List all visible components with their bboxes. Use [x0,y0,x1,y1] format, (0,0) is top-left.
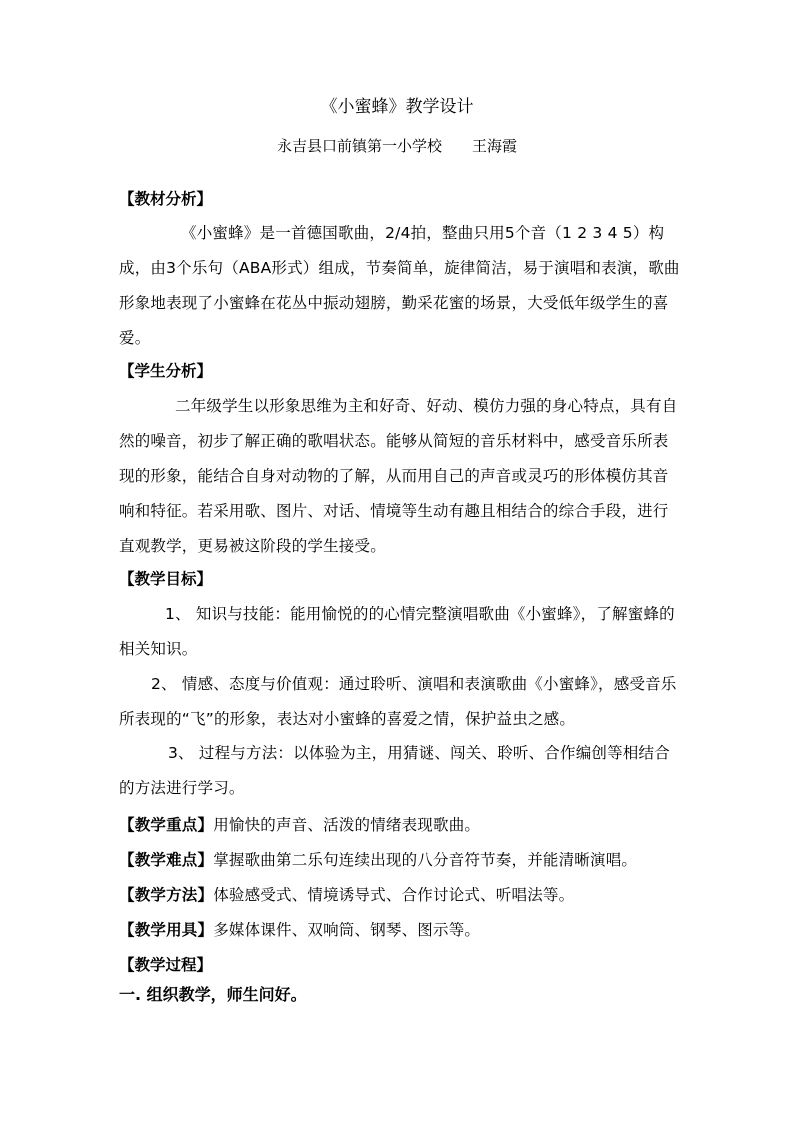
teaching-method-text: 体验感受式、情境诱导式、合作讨论式、听唱法等。 [213,886,575,904]
teaching-tools-heading: 【教学用具】 [119,921,214,939]
teaching-process-heading: 【教学过程】 [119,956,213,974]
teaching-difficulties [119,843,681,878]
teaching-key-points [119,808,681,843]
teaching-method-heading: 【教学方法】 [119,886,214,904]
author-line [0,135,794,157]
material-analysis-heading: 【教材分析】 [119,190,213,208]
teaching-tools [119,913,681,948]
school-name: 永吉县口前镇第一小学校 [276,137,442,155]
teaching-difficulty-text: 掌握歌曲第二乐句连续出现的八分音符节奏，并能清晰演唱。 [213,851,638,869]
teaching-key-heading: 【教学重点】 [119,816,214,834]
process-step-1: 一. 组织教学，师生问好。 [119,985,307,1004]
teaching-difficulty-heading: 【教学难点】 [119,851,214,869]
student-analysis-heading: 【学生分析】 [119,362,213,380]
goal-process-methods: 3、 过程与方法：以体验为主，用猜谜、闯关、聆听、合作编创等相结合的方法进行学习。 [119,744,670,797]
student-analysis-text: 二年级学生以形象思维为主和好奇、好动、模仿力强的身心特点，具有自然的噪音，初步了解正确的歌唱状态。能够从简短的音乐材料中，感受音乐所表现的形象，能结合自身对动物的了解，从而用自己的声音或灵巧的形体模仿其音响和特征。若采用歌、图片、对话、情境等生动有趣且相结合的综合手段，进行直观教学，更易被这阶段的学生接受。 [119,397,678,555]
author-name: 王海霞 [472,137,518,155]
teaching-methods [119,878,681,913]
teaching-tools-text: 多媒体课件、双响筒、钢琴、图示等。 [213,921,481,939]
teaching-goals-heading: 【教学目标】 [119,570,213,588]
goal-knowledge-skills: 1、 知识与技能：能用愉悦的的心情完整演唱歌曲《小蜜蜂》，了解蜜蜂的相关知识。 [119,605,675,658]
goal-emotion-values: 2、 情感、态度与价值观：通过聆听、演唱和表演歌曲《小蜜蜂》，感受音乐所表现的“飞”的形象，表达对小蜜蜂的喜爱之情，保护益虫之感。 [119,675,677,728]
material-analysis-text: 《小蜜蜂》是一首德国歌曲，2/4拍，整曲只用5个音（1 2 3 4 5）构成，由3个乐句（ABA形式）组成，节奏简单，旋律简洁，易于演唱和表演，歌曲形象地表现了小蜜蜂在花丛中振动翅膀，勤采花蜜的场景，大受低年级学生的喜爱。 [119,224,680,347]
page-title: 《小蜜蜂》教学设计 [320,97,474,117]
teaching-key-text: 用愉快的声音、活泼的情绪表现歌曲。 [213,816,481,834]
